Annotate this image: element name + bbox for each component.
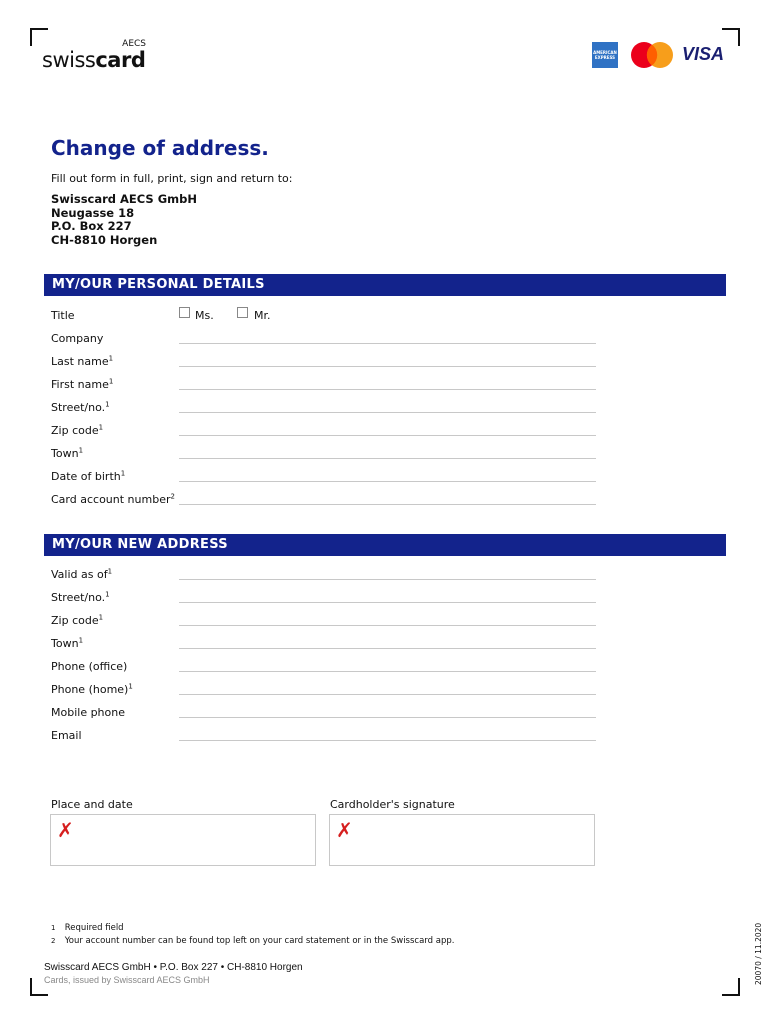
personal-field-label: Last name$^1$ [51,354,114,368]
footnote-ref: 1 [108,354,114,363]
visa-logo: VISA [682,44,725,64]
personal-field-input-line[interactable] [179,435,596,436]
address-field-input-line[interactable] [179,694,596,695]
crop-mark-top-right [722,28,740,46]
personal-field-input-line[interactable] [179,366,596,367]
address-field-input-line[interactable] [179,740,596,741]
footnote-ref: 1 [98,613,104,622]
personal-field-input-line[interactable] [179,343,596,344]
footnote-ref: 1 [98,423,104,432]
address-field-label: Mobile phone [51,706,126,719]
personal-field-label: Card account number$^2$ [51,492,175,506]
crop-mark-bottom-right [722,978,740,996]
checkbox-mr[interactable] [237,307,248,318]
footnote-ref: 1 [105,400,110,409]
checkbox-ms-label: Ms. [195,309,214,322]
address-field-input-line[interactable] [179,648,596,649]
address-field-label: Valid as $of^1$ [51,567,113,581]
address-field-input-line[interactable] [179,625,596,626]
footnote-ref: 2 [170,492,175,501]
address-field-label: Phone (office) [51,660,128,673]
instructions: Fill out form in full, print, sign and return to: [51,172,293,185]
amex-logo: AMERICAN EXPRESS [592,42,618,68]
footnote-2: 2 Your account number can be found top left on your card statement or in the Swisscard app. [51,936,455,946]
logo-sub: AECS [122,39,146,49]
place-date-label: Place and date [51,798,133,811]
personal-field-label: Street/no.$^1$ [51,400,110,414]
address-field-label: Town$^1$ [51,636,84,650]
footnote-ref: 1 [107,567,113,576]
address-field-label: Phone (home)$^1$ [51,682,133,696]
footnote-ref: 1 [128,682,133,691]
address-field-input-line[interactable] [179,602,596,603]
place-date-field[interactable] [50,814,316,866]
section-heading-personal-details: MY/OUR PERSONAL DETAILS [44,274,726,296]
address-field-label: Zip code$^1$ [51,613,104,627]
checkbox-ms[interactable] [179,307,190,318]
address-field-input-line[interactable] [179,579,596,580]
section-heading-new-address: MY/OUR NEW ADDRESS [44,534,726,556]
personal-field-input-line[interactable] [179,412,596,413]
personal-field-label: Company [51,332,104,345]
footnote-ref: 1 [78,446,84,455]
footnote-ref: 1 [105,590,110,599]
swisscard-logo [42,38,152,72]
title-label: Title [51,309,75,322]
cross-icon: ✗ [57,818,74,842]
footnote-ref: 1 [78,636,84,645]
personal-field-label: Zip code$^1$ [51,423,104,437]
personal-field-label: First name$^1$ [51,377,114,391]
footnote-ref: 1 [108,377,114,386]
checkbox-mr-label: Mr. [254,309,271,322]
footnote-ref: 1 [120,469,126,478]
address-field-input-line[interactable] [179,671,596,672]
form-code: 20070 / 11.2020 [754,922,763,985]
page-title: Change of address. [51,136,269,160]
signature-label: Cardholder's signature [330,798,455,811]
footnote-1: 1 Required field [51,923,124,933]
personal-field-input-line[interactable] [179,481,596,482]
personal-field-input-line[interactable] [179,389,596,390]
personal-field-input-line[interactable] [179,504,596,505]
personal-field-label: Date of birth$^1$ [51,469,126,483]
address-field-label: Street/no.$^1$ [51,590,110,604]
footer-issuer: Cards, issued by Swisscard AECS GmbH [44,975,210,985]
logo-word: swisscard [42,48,146,72]
signature-field[interactable] [329,814,595,866]
personal-field-input-line[interactable] [179,458,596,459]
return-address: Swisscard AECS GmbH Neugasse 18 P.O. Box 227 CH-8810 Horgen [51,192,197,247]
address-field-input-line[interactable] [179,717,596,718]
footer-address: Swisscard AECS GmbH • P.O. Box 227 • CH-8810 Horgen [44,962,303,973]
address-field-label: Email [51,729,82,742]
personal-field-label: Town$^1$ [51,446,84,460]
mastercard-logo [629,41,675,69]
cross-icon: ✗ [336,818,353,842]
